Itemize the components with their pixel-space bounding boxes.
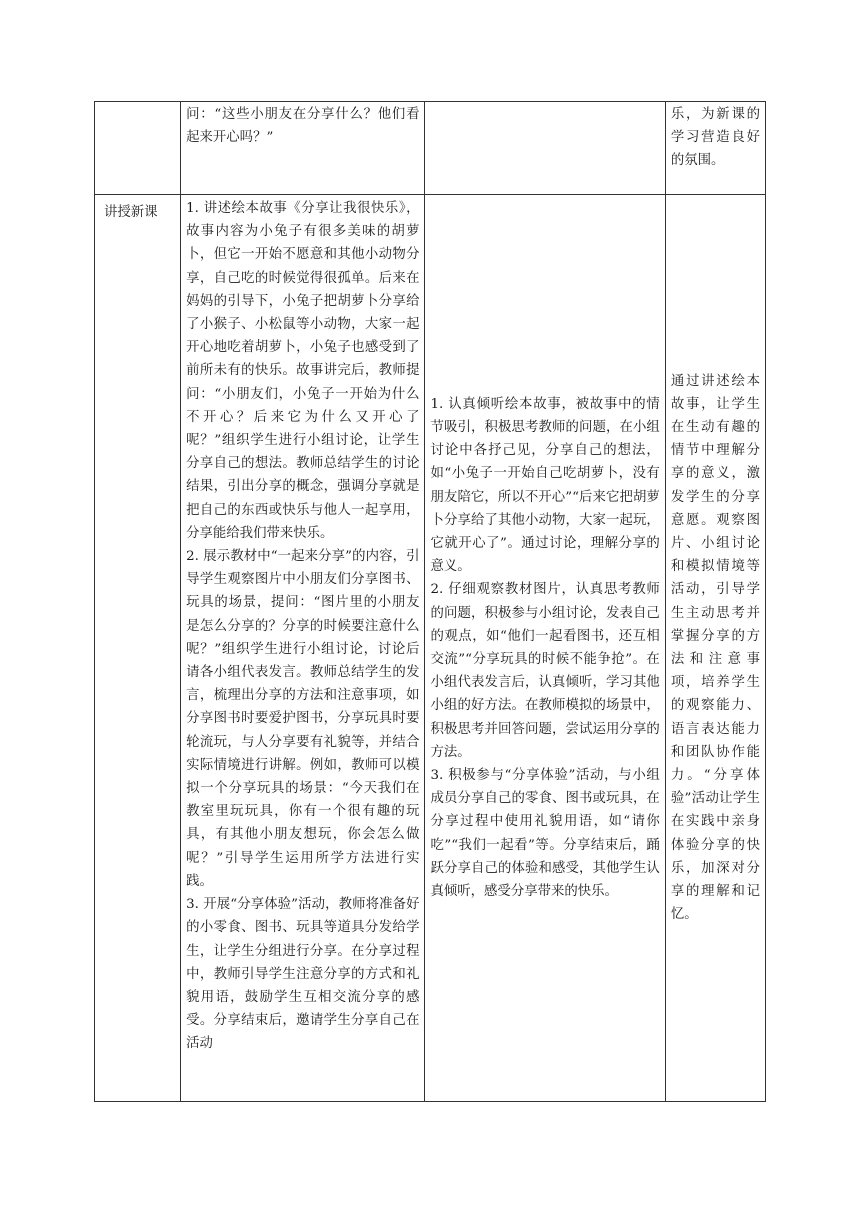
teacher-step-3: 3. 开展“分享体验”活动，教师将准备好的小零食、图书、玩具等道具分发给学生，让学生分组进行分享。在分享过程中，教师引导学生注意分享的方式和礼貌用语，鼓励学生互相交流分享的感受。分享结束后，邀请学生分享自己在活动 <box>186 897 420 1052</box>
student-activity-cell <box>425 102 665 195</box>
design-intent-text: 通过讲述绘本故事，让学生在生动有趣的情节中理解分享的意义，激发学生的分享意愿。观察图片、小组讨论和模拟情境等活动，引导学生主动思考并掌握分享的方法和注意事项，培养学生的观察能力、语言表达能力和团队协作能力。“分享体验”活动让学生在实践中亲身体验分享的快乐，加深对分享的理解和记忆。 <box>670 373 760 923</box>
student-step-3: 3. 积极参与“分享体验”活动，与小组成员分享自己的零食、图书或玩具，在分享过程中使用礼貌用语，如“请你吃”“我们一起看”等。分享结束后，踊跃分享自己的体验和感受，其他学生认真倾听，感受分享带来的快乐。 <box>430 768 660 900</box>
teacher-activity-text: 问：“这些小朋友在分享什么？他们看起来开心吗？” <box>186 107 420 146</box>
teacher-activity-cell <box>181 195 425 1102</box>
design-intent-text: 乐，为新课的学习营造良好的氛围。 <box>670 107 760 169</box>
phase-cell <box>95 102 181 195</box>
teacher-step-2: 2. 展示教材中“一起来分享”的内容，引导学生观察图片中小朋友们分享图书、玩具的场景，提问：“图片里的小朋友是怎么分享的？分享的时候要注意什么呢？”组织学生进行小组讨论，讨论后请各小组代表发言。教师总结学生的发言，梳理出分享的方法和注意事项，如分享图书时要爱护图书，分享玩具时要轮流玩，与人分享要有礼貌等，并结合实际情境进行讲解。例如，教师可以模拟一个分享玩具的场景：“今天我们在教室里玩玩具，你有一个很有趣的玩具，有其他小朋友想玩，你会怎么做呢？”引导学生运用所学方法进行实践。 <box>186 549 420 889</box>
student-step-2: 2. 仔细观察教材图片，认真思考教师的问题，积极参与小组讨论，发表自己的观点，如“他们一起看图书，还互相交流”“分享玩具的时候不能争抢”。在小组代表发言后，认真倾听，学习其他小组的好方法。在教师模拟的场景中，积极思考并回答问题，尝试运用分享的方法。 <box>430 582 660 760</box>
teacher-activity-cell <box>181 102 425 195</box>
design-intent-cell <box>665 102 765 195</box>
lesson-plan-table <box>94 101 766 1102</box>
student-step-1: 1. 认真倾听绘本故事，被故事中的情节吸引，积极思考教师的问题，在小组讨论中各抒己见，分享自己的想法，如“小兔子一开始自己吃胡萝卜，没有朋友陪它，所以不开心”“后来它把胡萝卜分享给了其他小动物，大家一起玩，它就开心了”。通过讨论，理解分享的意义。 <box>430 396 660 575</box>
phase-label <box>100 102 175 108</box>
phase-label: 讲授新课 <box>104 205 158 220</box>
phase-cell <box>95 195 181 1102</box>
teacher-step-1: 1. 讲述绘本故事《分享让我很快乐》，故事内容为小兔子有很多美味的胡萝卜，但它一开始不愿意和其他小动物分享，自己吃的时候觉得很孤单。后来在妈妈的引导下，小兔子把胡萝卜分享给了小猴子、小松鼠等小动物，大家一起开心地吃着胡萝卜，小兔子也感受到了前所未有的快乐。故事讲完后，教师提问：“小朋友们，小兔子一开始为什么不开心？后来它为什么又开心了呢？”组织学生进行小组讨论，让学生分享自己的想法。教师总结学生的讨论结果，引出分享的概念，强调分享就是把自己的东西或快乐与他人一起享用，分享能给我们带来快乐。 <box>186 201 420 541</box>
table-row <box>95 102 766 195</box>
design-intent-cell <box>665 195 765 1102</box>
student-activity-cell <box>425 195 665 1102</box>
table-row <box>95 195 766 1102</box>
